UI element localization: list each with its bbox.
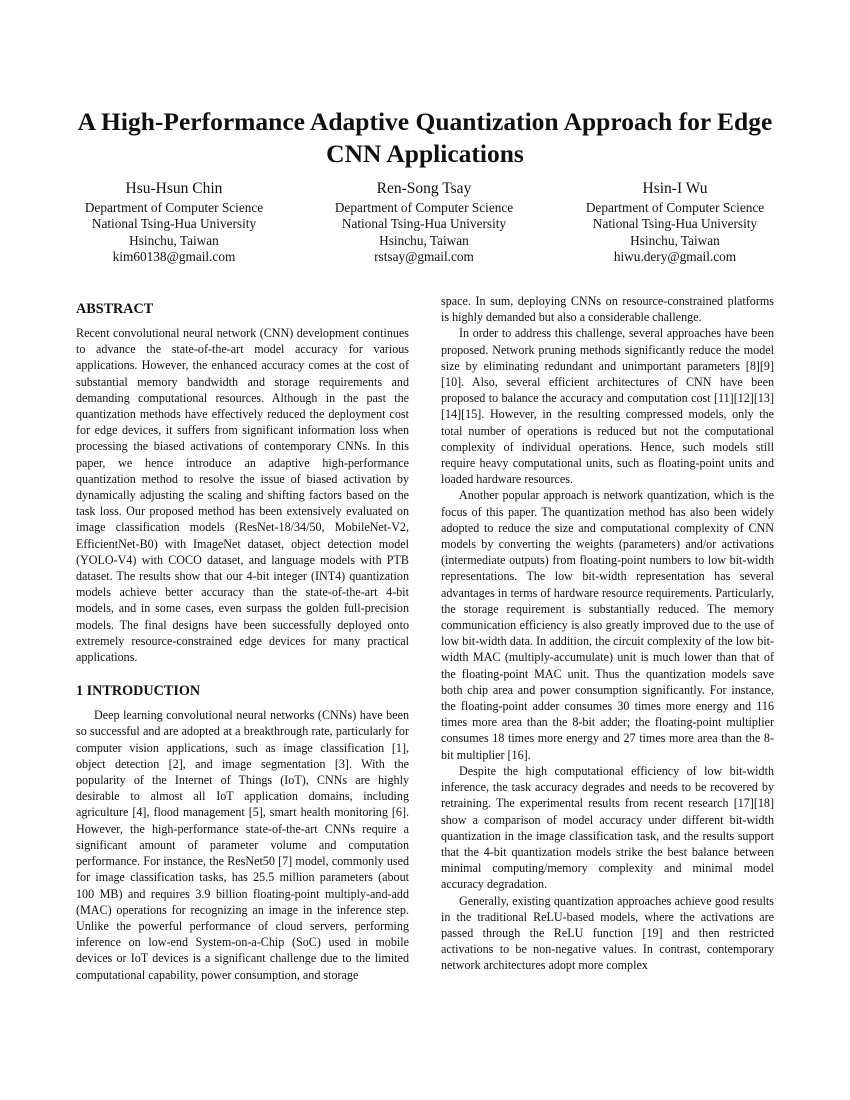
author-name: Hsu-Hsun Chin bbox=[125, 180, 223, 197]
author-block bbox=[294, 178, 554, 265]
author-block bbox=[545, 178, 805, 265]
author-university: National Tsing-Hua University bbox=[341, 216, 507, 232]
author-department: Department of Computer Science bbox=[334, 200, 514, 215]
introduction-heading: 1 INTRODUCTION bbox=[76, 683, 201, 700]
body-paragraph: Despite the high computational efficiency of low bit-width inference, the task accuracy degrades and needs to be recovered by retraining. The experimental results from recent research [17][18] show a comparison of model accuracy under different bit-width quantization in the image classification task, and the results support that the 4-bit quantization models strike the best balance between minimal computing/memory complexity and minimal model accuracy degradation. bbox=[441, 763, 774, 892]
author-location: Hsinchu, Taiwan bbox=[129, 232, 219, 248]
author-university: National Tsing-Hua University bbox=[592, 216, 758, 232]
author-block bbox=[44, 178, 304, 265]
left-column bbox=[76, 293, 409, 983]
body-paragraph: Generally, existing quantization approaches achieve good results in the traditional ReLU-based models, where the activations are passed through the ReLU function [19] and then restricted activations to be non-negative values. In contrast, contemporary network architectures adopt more complex bbox=[441, 893, 774, 973]
author-location: Hsinchu, Taiwan bbox=[630, 232, 720, 248]
body-paragraph: Another popular approach is network quantization, which is the focus of this paper. The quantization method has also been widely adopted to reduce the size and computational complexity of CNN models by converting the weights (parameters) and/or activations (intermediate outputs) from floating-point numbers to low bit-width representations. The low bit-width representation has several advantages in terms of hardware resource requirements. Particularly, the storage requirement is substantially reduced. The memory communication efficiency is also greatly improved due to the use of low bit-width data. In addition, the circuit complexity of the low bit-width MAC (multiply-accumulate) unit is much lower than that of the floating-point MAC unit. Thus the quantization models save both chip area and power consumption significantly. For instance, the floating-point adder consumes 30 times more energy and 116 times more area than the 8-bit adder; the floating-point multiplier consumes 18 times more energy and 27 times more area than the 8-bit multiplier [16]. bbox=[441, 488, 774, 762]
body-paragraph: space. In sum, deploying CNNs on resource-constrained platforms is highly demanded but also a considerable challenge. bbox=[441, 294, 774, 325]
abstract-text: Recent convolutional neural network (CNN) development continues to advance the state-of-the-art model accuracy for various applications. However, the enhanced accuracy comes at the cost of substantial memory bandwidth and storage requirements and demanding computational resources. Although in the past the quantization methods have effectively reduced the deployment cost for edge devices, it suffers from significant information loss when processing the biased activations of contemporary CNNs. In this paper, we hence introduce an adaptive high-performance quantization method to resolve the issue of biased activation by dynamically adjusting the scaling and shifting factors based on the task loss. Our proposed method has been extensively evaluated on image classification models (ResNet-18/34/50, MobileNet-V2, EfficientNet-B0) with ImageNet dataset, object detection model (YOLO-V4) with COCO dataset, and language models with PTB dataset. The results show that our 4-bit integer (INT4) quantization models achieve better accuracy than the state-of-the-art 4-bit models, and in some cases, even surpass the golden full-precision models. The final designs have been successfully deployed onto extremely resource-constrained edge devices for many practical applications. bbox=[76, 326, 409, 665]
abstract-heading: ABSTRACT bbox=[76, 301, 154, 317]
body-paragraph: In order to address this challenge, several approaches have been proposed. Network pruning methods significantly reduce the model size by eliminating redundant and unimportant parameters [8][9][10]. Also, several efficient architectures of CNN have been proposed to balance the accuracy and computation cost [11][12][13][14][15]. However, in the resulting compressed models, only the total number of operations is reduced but not the computational complexity of individual operations. Hence, such models still require heavy computational units, such as floating-point units and loaded hardware resources. bbox=[441, 326, 774, 487]
author-name: Hsin-I Wu bbox=[642, 180, 708, 197]
author-location: Hsinchu, Taiwan bbox=[379, 232, 469, 248]
author-department: Department of Computer Science bbox=[84, 200, 264, 215]
paper-title: A High-Performance Adaptive Quantization Approach for Edge CNN Applications bbox=[77, 107, 773, 168]
author-department: Department of Computer Science bbox=[585, 200, 765, 215]
body-paragraph: Deep learning convolutional neural networks (CNNs) have been so successful and are adopted at a breakthrough rate, particularly for computer vision applications, such as image classification [1], object detection [2], and image segmentation [3]. With the popularity of the Internet of Things (IoT), CNNs are highly desirable to almost all IoT application domains, including agriculture [4], flood management [5], smart health monitoring [6]. However, the high-performance state-of-the-art CNNs require a significant amount of parameter volume and computation performance. For instance, the ResNet50 [7] model, commonly used for image classification tasks, has 25.5 million parameters (about 100 MB) and requires 3.9 billion floating-point multiply-and-add (MAC) operations for recognizing an image in the inference step. Unlike the powerful performance of cloud servers, performing inference on low-end System-on-a-Chip (SoC) used in mobile devices or IoT devices is a significant challenge due to the limited computational capability, power consumption, and storage bbox=[76, 708, 409, 982]
author-email: rstsay@gmail.com bbox=[374, 248, 474, 264]
author-email: kim60138@gmail.com bbox=[112, 248, 236, 264]
right-column bbox=[441, 293, 774, 974]
author-name: Ren-Song Tsay bbox=[376, 180, 472, 197]
author-email: hiwu.dery@gmail.com bbox=[613, 248, 737, 264]
author-university: National Tsing-Hua University bbox=[91, 216, 257, 232]
